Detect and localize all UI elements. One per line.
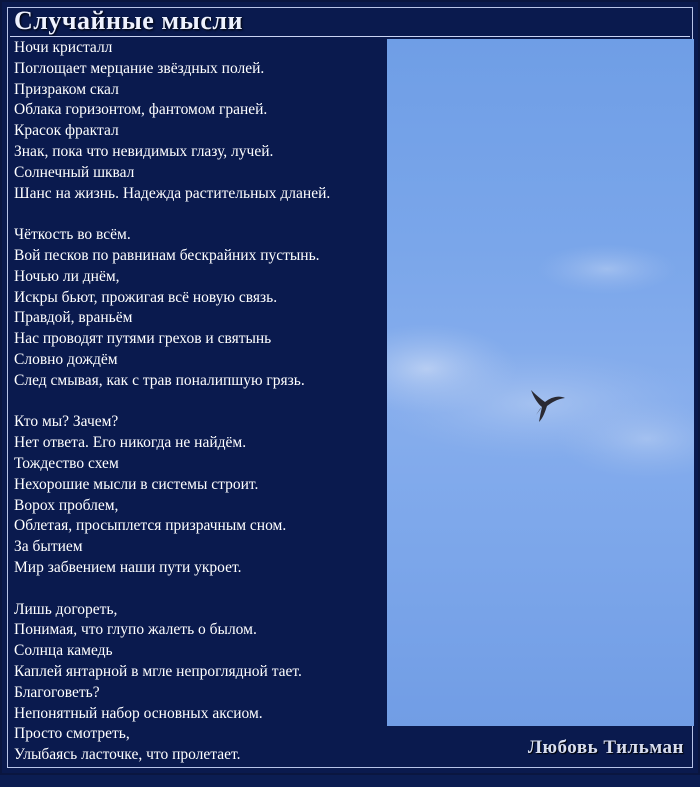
title-divider — [10, 36, 690, 37]
poem-line: Искры бьют, прожигая всё новую связь. — [14, 288, 278, 306]
poem-line: Ночью ли днём, — [14, 267, 120, 285]
poem-line: Лишь догореть, — [14, 600, 118, 618]
poem-line: Солнечный шквал — [14, 163, 135, 181]
cloud-haze — [537, 244, 677, 294]
poem-line: Вой песков по равнинам бескрайних пустынь. — [14, 246, 320, 264]
poem-line: Каплей янтарной в мгле непроглядной тает. — [14, 662, 302, 680]
poem-line: Понимая, что глупо жалеть о былом. — [14, 621, 257, 639]
sky-photo — [387, 39, 694, 726]
poem-line: Облака горизонтом, фантомом граней. — [14, 101, 268, 119]
poem-line: Поглощает мерцание звёздных полей. — [14, 59, 265, 77]
poem-title: Случайные мысли — [14, 6, 243, 35]
poem-line: Ворох проблем, — [14, 496, 119, 514]
poem-line: Красок фрактал — [14, 122, 119, 140]
poem-line: Нет ответа. Его никогда не найдём. — [14, 434, 247, 452]
poem-line: След смывая, как с трав поналипшую грязь. — [14, 371, 305, 389]
poem-line: Облетая, просыплется призрачным сном. — [14, 517, 287, 535]
poem-line: Улыбаясь ласточке, что пролетает. — [14, 746, 241, 764]
stanza-4 — [14, 600, 386, 766]
poem-line: Нас проводят путями грехов и святынь — [14, 330, 272, 348]
stanza-3 — [14, 412, 386, 578]
poem-line: Знак, пока что невидимых глазу, лучей. — [14, 142, 274, 160]
author-signature: Любовь Тильман — [527, 737, 684, 758]
poem-line: Правдой, враньём — [14, 309, 133, 327]
poem-line: Мир забвением наши пути укроет. — [14, 558, 242, 576]
poem-line: Шанс на жизнь. Надежда растительных дланей. — [14, 184, 331, 202]
poem-line: Ночи кристалл — [14, 39, 113, 56]
poem-line: Тождество схем — [14, 454, 119, 472]
stanza-2 — [14, 225, 386, 391]
poem-line: Солнца камедь — [14, 642, 113, 660]
poem-text — [14, 38, 386, 787]
stanza-1 — [14, 38, 386, 204]
poem-line: Просто смотреть, — [14, 725, 130, 743]
poem-line: Чёткость во всём. — [14, 226, 131, 244]
poem-line: Словно дождём — [14, 350, 118, 368]
poem-line: За бытием — [14, 538, 83, 556]
poem-line: Кто мы? Зачем? — [14, 413, 119, 431]
poem-line: Нехорошие мысли в системы строит. — [14, 475, 259, 493]
poem-line: Благоговеть? — [14, 683, 100, 701]
poem-line: Призраком скал — [14, 80, 119, 98]
poem-line: Непонятный набор основных аксиом. — [14, 704, 263, 722]
sky-illustration — [387, 39, 694, 726]
